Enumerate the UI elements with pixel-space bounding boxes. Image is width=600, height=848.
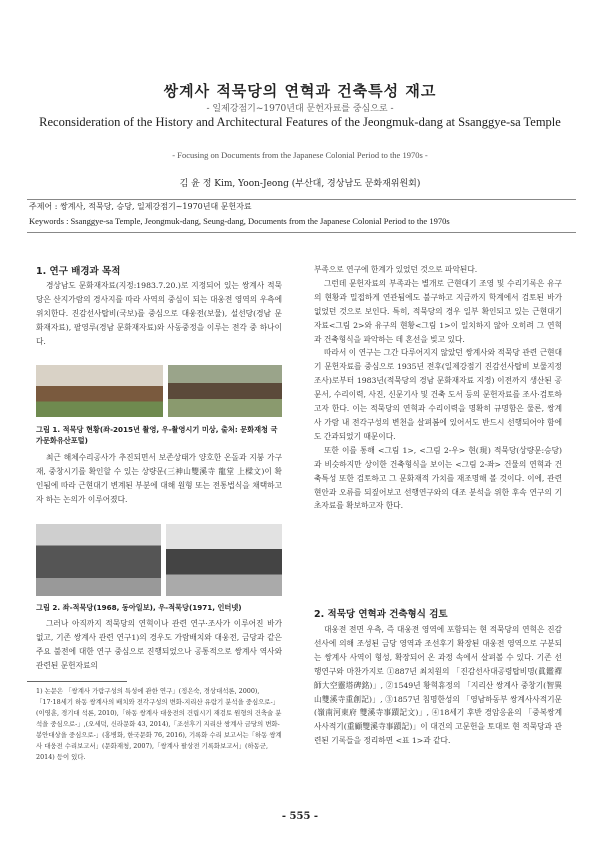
paper-title-english: Reconsideration of the History and Architectural Features of the Jeongmuk-dang at Ssanggye-sa Temple — [39, 115, 561, 129]
keywords-english: Keywords : Ssanggye-sa Temple, Jeongmuk-dang, Seung-dang, Documents from the Japanese Colonial Period to the 1970s — [29, 216, 450, 226]
left-paragraph-3: 그러나 아직까지 적묵당의 연혁이나 관련 연구·조사가 이루어진 바가 없고, 기존 쌍계사 관련 연구1)의 경우도 가람배치와 대웅전, 금당과 같은 주요 불전에 대한 연구 중심으로 진행되었으나 공통적으로 쌍계사 역사와 관련된 문헌자료의 — [36, 619, 282, 670]
section-1-heading: 1. 연구 배경과 목적 — [36, 266, 121, 277]
page-number: - 555 - — [281, 811, 319, 822]
paper-title-korean: 쌍계사 적묵당의 연혁과 건축특성 재고 — [163, 82, 437, 100]
left-paragraph-2: 최근 해체수리공사가 추진되면서 보존상태가 양호한 온돌과 지붕 가구재, 중창시기를 확인할 수 있는 상량문(三神山雙溪寺 龍堂 上樑文)이 확인됨에 따라 근현대기 변계된 부분에 대해 원형 또는 전통법식을 채택하고자 하는 논의가 이루어졌다. — [36, 453, 282, 504]
paper-subtitle-korean: - 일제강점기~1970년대 문헌자료를 중심으로 - — [206, 104, 394, 114]
keywords-box — [27, 199, 576, 233]
section-2-heading: 2. 적묵당 연혁과 건축형식 검토 — [314, 609, 448, 620]
figure-1-right-photo — [168, 365, 282, 417]
figure-2-left-photo — [36, 524, 161, 596]
keywords-korean: 주제어 : 쌍계사, 적묵당, 승당, 일제강점기~1970년대 문헌자료 — [29, 202, 252, 211]
figure-2-caption: 그림 2. 좌-적묵당(1968, 동아일보), 우-적묵당(1971, 인터넷) — [36, 603, 242, 612]
figure-1-caption: 그림 1. 적묵당 현황(좌-2015년 촬영, 우-촬영시기 미상, 출처: 문화재청 국가문화유산포털) — [36, 425, 278, 445]
footnote-1: 1) 논문은 「쌍계사 가람구성의 특성에 관한 연구」(정은숙, 경상대석론, 2000),「17·18세기 하동 쌍계사의 배치와 전각구성의 변화-지리산 유람기 분석을 중심으로-」(이영훈, 경기대 석론, 2010),「하동 쌍계사 대웅전의 건립시기 재검토 원형의 건축술 분석을 중심으로-」,(오세덕, 신라문화 43, 2014),「조선후기 지리산 쌍계사 금당의 변화-봉안대상을 중심으로-」(홍병화, 한국문화 76, 2016), 기록화 수리 보고서는「하동 쌍계사 대웅전 수리보고서」(문화재청, 2007),「쌍계사 팔상전 기록화보고서」(하동군, 2014) 등이 있다. — [36, 687, 282, 761]
author-line: 김 윤 정 Kim, Yoon-Jeong (부산대, 경상남도 문화재위원회) — [179, 179, 421, 189]
paper-subtitle-english: - Focusing on Documents from the Japanese Colonial Period to the 1970s - — [172, 150, 428, 160]
left-paragraph-1: 경상남도 문화재자료(지정:1983.7.20.)로 지정되어 있는 쌍계사 적묵당은 산지가람의 경사지를 따라 사역의 중심이 되는 대웅전 영역의 우측에 위치한다. 진감선사탑비(국보)를 중심으로 대웅전(보물), 설선당(경남 문화재자료), 팔영루(경남 문화재자료)와 사동중정을 이루는 전각 중 하나이다. — [36, 281, 282, 346]
figure-2-right-photo — [166, 524, 282, 596]
right-paragraph-5: 대웅전 전면 우측, 즉 대웅전 영역에 포함되는 현 적묵당의 연혁은 진감선사에 의해 조성된 금당 영역과 조선후기 확장된 대웅전 영역으로 구분되는 쌍계사 사역이 형성, 확장되어 온 과정 속에서 살펴볼 수 있다. 기존 선행연구와 마찬가지로 ①887년 최치원의 「진감선사대공령탑비명(眞鑑禪師大空靈塔碑銘)」, ②1549년 황혁휴정의 「지리산 쌍계사 중창기(智異山雙溪寺重創記)」, ③1857년 침명한성의 「영남하동부 쌍계사사적기문(嶺南河東府 雙溪寺事蹟記文)」, ④18세기 후반 경암응윤의 「중복쌍계사사적기(重顧雙溪寺事蹟記)」이 대건의 고문헌을 토대로 현 적묵당과 관련된 기록들을 정리하면 <표 1>과 같다. — [314, 625, 562, 746]
figure-1-left-photo — [36, 365, 163, 417]
right-text-block: 부족으로 연구에 한계가 있었던 것으로 파악된다. 그런데 문헌자료의 부족과는 별개로 근현대기 조영 및 수리기록은 유구의 현황과 밀접하게 연관됨에도 불구하고 지금까지 학계에서 검토된 바가 없었던 것으로 보인다. 특히, 적묵당의 경우 일부 확인되고 있는 근현대기 자료<그림 2>와 유구의 현황<그림 1>이 일치하지 않아 오히려 그 연혁과 건축형식을 파악하는 데 혼선을 빚고 있다. 따라서 이 연구는 그간 다루어지지 않았던 쌍계사와 적묵당 관련 근현대기 문헌자료를 중심으로 1935년 전후(일제강점기 진감선사탑비 보물지정 조사)로부터 1983년(적묵당의 경남 문화재자료 지정) 이전까지 생산된 공문서, 수리이력, 사진, 신문기사 및 건축 도서 등의 문헌자료를 조사·검토하고자 한다. 이는 적묵당의 연혁과 수리이력을 명확히 규명함은 물론, 쌍계사 가람 내 전각구성의 변천을 살펴봄에 있어서도 반드시 선행되어야 함에도 간과되었기 때문이다. 또한 이를 통해 <그림 1>, <그림 2-우> 현(現) 적묵당(상량문:승당)과 비슷하지만 상이한 건축형식을 보이는 <그림 2-좌> 건물의 연혁과 건축특성 또한 검토하고 그 문화재적 가치를 재조명해 볼 것이다. 이에, 관련 현안과 오류를 되짚어보고 선행연구와의 대조 분석을 위한 후속 연구의 기초자료를 확보하고자 한다. — [314, 265, 562, 511]
footnote-rule — [27, 681, 127, 682]
